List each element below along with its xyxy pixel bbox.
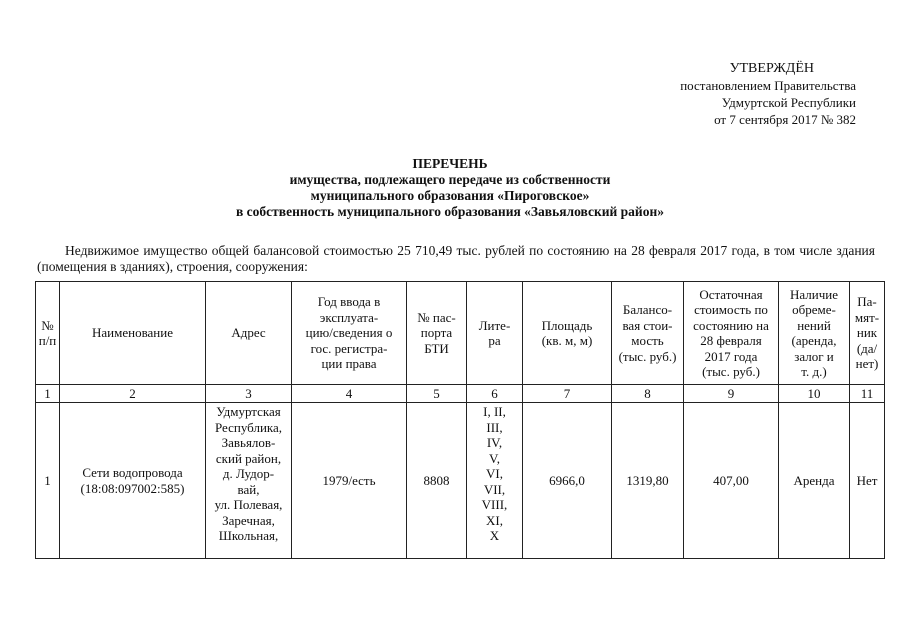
cell-text: ра bbox=[488, 333, 501, 348]
cell-text: порта bbox=[420, 325, 453, 341]
cell-text: нений bbox=[797, 317, 831, 333]
column-number-9: 9 bbox=[684, 385, 779, 403]
cell-name bbox=[60, 403, 206, 559]
cell-text: X bbox=[489, 528, 500, 543]
cell-text: VII, bbox=[483, 481, 506, 497]
column-number-6: 6 bbox=[467, 385, 523, 403]
cell-text: стоимость по bbox=[694, 302, 768, 317]
cell-monument bbox=[850, 403, 885, 559]
column-header-8 bbox=[612, 282, 684, 385]
cell-text: Удмуртская bbox=[216, 404, 281, 419]
title-line: имущества, подлежащего передаче из собственности bbox=[289, 172, 611, 187]
cell-text: цию/сведения о bbox=[305, 325, 393, 341]
column-number-5: 5 bbox=[407, 385, 467, 403]
cell-text: 407,00 bbox=[713, 472, 749, 488]
cell-text: № bbox=[41, 317, 54, 333]
cell-text: 6966,0 bbox=[549, 472, 585, 488]
cell-text: I, II, bbox=[483, 404, 506, 419]
column-header-4 bbox=[292, 282, 407, 385]
cell-text: Наличие bbox=[790, 286, 838, 302]
cell-encumbrance bbox=[779, 403, 850, 559]
approval-block bbox=[560, 60, 856, 128]
cell-text: Нет bbox=[856, 472, 878, 488]
cell-text: Наименование bbox=[92, 325, 173, 341]
cell-text: (да/ bbox=[856, 340, 878, 356]
cell-text: XI, bbox=[486, 512, 503, 528]
cell-text: вая стои- bbox=[622, 317, 673, 333]
column-header-3 bbox=[206, 282, 292, 385]
table-header-row bbox=[36, 282, 885, 385]
cell-text: Аренда bbox=[793, 472, 835, 488]
approval-line: постановлением Правительства bbox=[680, 78, 856, 93]
cell-text: Па- bbox=[857, 294, 877, 310]
cell-text: Площадь bbox=[541, 317, 593, 333]
column-numbers-row bbox=[36, 385, 885, 403]
approval-heading: УТВЕРЖДЁН bbox=[729, 61, 814, 76]
cell-passport bbox=[407, 403, 467, 559]
column-header-10 bbox=[779, 282, 850, 385]
property-table bbox=[35, 281, 885, 559]
table-row bbox=[36, 403, 885, 559]
cell-text: мость bbox=[631, 333, 664, 348]
cell-text: (аренда, bbox=[791, 333, 837, 348]
cell-text: вай, bbox=[237, 481, 260, 497]
cell-text: 2017 года bbox=[704, 348, 758, 364]
cell-text: БТИ bbox=[424, 340, 449, 356]
cell-area bbox=[523, 403, 612, 559]
cell-text: Завьялов- bbox=[221, 435, 276, 450]
cell-text: ул. Полевая, bbox=[214, 497, 283, 512]
title-line: в собственность муниципального образования «Завьяловский район» bbox=[236, 204, 664, 219]
column-header-2 bbox=[60, 282, 206, 385]
cell-text: VI, bbox=[486, 466, 503, 481]
cell-balance bbox=[612, 403, 684, 559]
cell-num bbox=[36, 403, 60, 559]
column-header-5 bbox=[407, 282, 467, 385]
cell-text: Остаточная bbox=[699, 286, 763, 302]
cell-residual bbox=[684, 403, 779, 559]
cell-text: № пас- bbox=[417, 309, 456, 325]
cell-text: залог и bbox=[794, 348, 834, 364]
title-line: муниципального образования «Пироговское» bbox=[310, 188, 590, 203]
cell-text: Адрес bbox=[231, 325, 266, 341]
cell-text: 1979/есть bbox=[322, 472, 376, 488]
cell-text: 1 bbox=[44, 472, 51, 488]
approval-line: Удмуртской Республики bbox=[721, 95, 856, 110]
cell-text: Лите- bbox=[478, 317, 511, 333]
column-header-7 bbox=[523, 282, 612, 385]
intro-paragraph: Недвижимое имущество общей балансовой стоимостью 25 710,49 тыс. рублей по состоянию на 28 февраля 2017 года, в том числе здания (помещения в зданиях), строения, сооружения: bbox=[37, 243, 875, 274]
cell-text: (тыс. руб.) bbox=[618, 348, 677, 364]
cell-text: III, bbox=[486, 419, 503, 435]
column-number-11: 11 bbox=[850, 385, 885, 403]
cell-text: ский район, bbox=[215, 450, 282, 466]
cell-text: обреме- bbox=[792, 302, 836, 317]
cell-text: IV, bbox=[486, 435, 503, 450]
cell-text: Балансо- bbox=[622, 302, 673, 317]
cell-text: 8808 bbox=[423, 472, 450, 488]
cell-text: гос. регистра- bbox=[310, 340, 388, 356]
cell-year bbox=[292, 403, 407, 559]
column-header-6 bbox=[467, 282, 523, 385]
cell-text: ции права bbox=[321, 356, 377, 372]
cell-text: мят- bbox=[854, 309, 880, 325]
cell-text: нет) bbox=[855, 356, 879, 372]
title-line: ПЕРЕЧЕНЬ bbox=[412, 156, 488, 171]
column-header-9 bbox=[684, 282, 779, 385]
cell-text: состоянию на bbox=[693, 317, 769, 333]
cell-text: 1319,80 bbox=[626, 472, 669, 488]
cell-text: Республика, bbox=[214, 419, 283, 435]
column-number-10: 10 bbox=[779, 385, 850, 403]
cell-text: Заречная, bbox=[222, 512, 275, 528]
cell-text: VIII, bbox=[481, 497, 508, 512]
cell-text: 28 февраля bbox=[700, 333, 762, 348]
cell-address bbox=[206, 403, 292, 559]
column-number-3: 3 bbox=[206, 385, 292, 403]
cell-text: V, bbox=[489, 450, 500, 466]
cell-text: эксплуата- bbox=[319, 309, 379, 325]
column-number-2: 2 bbox=[60, 385, 206, 403]
table-body bbox=[36, 403, 885, 559]
cell-text: д. Лудор- bbox=[222, 466, 275, 481]
column-number-4: 4 bbox=[292, 385, 407, 403]
column-number-1: 1 bbox=[36, 385, 60, 403]
cell-text: (18:08:097002:585) bbox=[80, 480, 185, 496]
cell-text: ник bbox=[856, 325, 878, 341]
cell-text: Год ввода в bbox=[317, 294, 381, 310]
column-number-8: 8 bbox=[612, 385, 684, 403]
document-title bbox=[120, 156, 780, 220]
column-header-1 bbox=[36, 282, 60, 385]
cell-text: (тыс. руб.) bbox=[702, 364, 760, 379]
cell-text: (кв. м, м) bbox=[541, 333, 593, 348]
cell-text: т. д.) bbox=[801, 364, 827, 379]
cell-text: Сети водопровода bbox=[82, 465, 183, 480]
approval-line: от 7 сентября 2017 № 382 bbox=[714, 112, 856, 127]
column-number-7: 7 bbox=[523, 385, 612, 403]
cell-litera bbox=[467, 403, 523, 559]
cell-text: Школьная, bbox=[218, 528, 279, 543]
cell-text: п/п bbox=[38, 333, 57, 348]
column-header-11 bbox=[850, 282, 885, 385]
